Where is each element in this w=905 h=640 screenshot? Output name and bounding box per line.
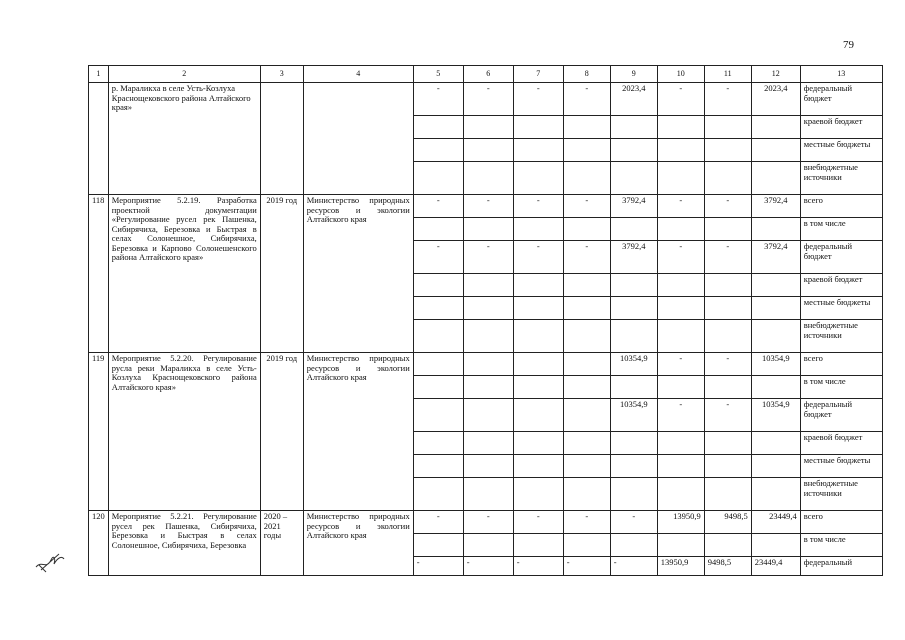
table-row bbox=[89, 195, 883, 218]
row-number-cell: 118 bbox=[89, 195, 109, 353]
value-cell: 10354,9 bbox=[610, 353, 657, 376]
value-cell: 9498,5 bbox=[704, 557, 751, 576]
header-cell: 3 bbox=[260, 66, 303, 83]
value-cell: - bbox=[413, 557, 463, 576]
header-cell: 9 bbox=[610, 66, 657, 83]
value-cell bbox=[513, 399, 563, 432]
value-cell: - bbox=[610, 511, 657, 534]
funding-source-cell: краевой бюджет bbox=[800, 274, 882, 297]
executor-cell bbox=[303, 83, 413, 195]
executor-cell: Министерство природных ресурсов и экологии Алтайского края bbox=[303, 511, 413, 576]
period-cell: 2019 год bbox=[260, 353, 303, 511]
value-cell: - bbox=[610, 557, 657, 576]
value-cell: - bbox=[413, 511, 463, 534]
funding-source-cell: местные бюджеты bbox=[800, 297, 882, 320]
value-cell: - bbox=[463, 241, 513, 274]
value-cell: 10354,9 bbox=[751, 399, 800, 432]
value-cell: - bbox=[704, 83, 751, 116]
funding-source-cell: федеральный бюджет bbox=[800, 399, 882, 432]
funding-source-cell: федеральный бюджет bbox=[800, 241, 882, 274]
value-cell: - bbox=[704, 241, 751, 274]
row-number-cell: 119 bbox=[89, 353, 109, 511]
table-row bbox=[89, 83, 883, 116]
value-cell: - bbox=[413, 195, 463, 218]
funding-source-cell: местные бюджеты bbox=[800, 139, 882, 162]
value-cell: 10354,9 bbox=[751, 353, 800, 376]
row-number-cell bbox=[89, 83, 109, 195]
funding-source-cell: внебюджетные источники bbox=[800, 162, 882, 195]
funding-source-cell: внебюджетные источники bbox=[800, 478, 882, 511]
value-cell bbox=[463, 399, 513, 432]
header-cell: 5 bbox=[413, 66, 463, 83]
funding-source-cell: федеральный бюджет bbox=[800, 83, 882, 116]
period-cell: 2020 – 2021 годы bbox=[260, 511, 303, 576]
value-cell: 23449,4 bbox=[751, 557, 800, 576]
table-row bbox=[89, 511, 883, 534]
value-cell: - bbox=[563, 241, 610, 274]
value-cell: - bbox=[413, 241, 463, 274]
value-cell: - bbox=[463, 511, 513, 534]
value-cell: - bbox=[657, 353, 704, 376]
value-cell: 3792,4 bbox=[610, 195, 657, 218]
value-cell: 13950,9 bbox=[657, 511, 704, 534]
header-cell: 10 bbox=[657, 66, 704, 83]
value-cell: - bbox=[513, 83, 563, 116]
event-name-cell: Мероприятие 5.2.20. Регулирование русла реки Мараликха в селе Усть-Козлуха Краснощековского района Алтайского края» bbox=[108, 353, 260, 511]
value-cell: 10354,9 bbox=[610, 399, 657, 432]
value-cell: - bbox=[513, 557, 563, 576]
value-cell: 3792,4 bbox=[610, 241, 657, 274]
event-name-cell: Мероприятие 5.2.21. Регулирование русел рек Пашенка, Сибирячиха, Березовка и Быстрая в селах Солонешное, Сибирячиха, Березовка bbox=[108, 511, 260, 576]
column-number-row bbox=[89, 66, 883, 83]
value-cell bbox=[563, 353, 610, 376]
period-cell bbox=[260, 83, 303, 195]
funding-source-cell: всего bbox=[800, 511, 882, 534]
funding-source-cell: местные бюджеты bbox=[800, 455, 882, 478]
executor-cell: Министерство природных ресурсов и экологии Алтайского края bbox=[303, 353, 413, 511]
value-cell: - bbox=[657, 195, 704, 218]
value-cell: - bbox=[657, 241, 704, 274]
value-cell bbox=[563, 399, 610, 432]
value-cell: - bbox=[513, 241, 563, 274]
value-cell: - bbox=[463, 83, 513, 116]
header-cell: 11 bbox=[704, 66, 751, 83]
funding-source-cell: в том числе bbox=[800, 376, 882, 399]
value-cell: - bbox=[463, 195, 513, 218]
value-cell: 3792,4 bbox=[751, 195, 800, 218]
value-cell: - bbox=[413, 83, 463, 116]
value-cell: - bbox=[463, 557, 513, 576]
value-cell: - bbox=[563, 195, 610, 218]
funding-source-cell: в том числе bbox=[800, 218, 882, 241]
event-name-cell: р. Мараликха в селе Усть-Козлуха Краснощековского района Алтайского края» bbox=[108, 83, 260, 195]
executor-cell: Министерство природных ресурсов и экологии Алтайского края bbox=[303, 195, 413, 353]
page-number: 79 bbox=[843, 39, 854, 51]
handwritten-signature bbox=[33, 545, 67, 575]
funding-source-cell: федеральный bbox=[800, 557, 882, 576]
period-cell: 2019 год bbox=[260, 195, 303, 353]
header-cell: 13 bbox=[800, 66, 882, 83]
value-cell: - bbox=[704, 195, 751, 218]
table-row bbox=[89, 353, 883, 376]
value-cell: 13950,9 bbox=[657, 557, 704, 576]
value-cell bbox=[463, 353, 513, 376]
value-cell: - bbox=[704, 399, 751, 432]
funding-source-cell: всего bbox=[800, 353, 882, 376]
value-cell: - bbox=[657, 83, 704, 116]
value-cell: 9498,5 bbox=[704, 511, 751, 534]
funding-source-cell: всего bbox=[800, 195, 882, 218]
value-cell bbox=[413, 353, 463, 376]
event-name-cell: Мероприятие 5.2.19. Разработка проектной документации «Регулирование русел рек Пашенка, Сибирячиха, Березовка и Быстрая в селах Солонешное, Сибирячиха, Березовка и Карпово Солонешенского района Алтайского края» bbox=[108, 195, 260, 353]
header-cell: 6 bbox=[463, 66, 513, 83]
value-cell: - bbox=[563, 511, 610, 534]
funding-source-cell: краевой бюджет bbox=[800, 432, 882, 455]
header-cell: 7 bbox=[513, 66, 563, 83]
value-cell: 2023,4 bbox=[610, 83, 657, 116]
header-cell: 4 bbox=[303, 66, 413, 83]
funding-source-cell: внебюджетные источники bbox=[800, 320, 882, 353]
header-cell: 1 bbox=[89, 66, 109, 83]
value-cell: - bbox=[704, 353, 751, 376]
value-cell: - bbox=[563, 83, 610, 116]
header-cell: 8 bbox=[563, 66, 610, 83]
value-cell bbox=[513, 353, 563, 376]
header-cell: 12 bbox=[751, 66, 800, 83]
funding-source-cell: в том числе bbox=[800, 534, 882, 557]
funding-source-cell: краевой бюджет bbox=[800, 116, 882, 139]
value-cell: - bbox=[657, 399, 704, 432]
budget-table bbox=[88, 65, 883, 576]
value-cell: - bbox=[513, 511, 563, 534]
value-cell: 3792,4 bbox=[751, 241, 800, 274]
value-cell: 23449,4 bbox=[751, 511, 800, 534]
row-number-cell: 120 bbox=[89, 511, 109, 576]
value-cell bbox=[413, 399, 463, 432]
value-cell: - bbox=[563, 557, 610, 576]
value-cell: 2023,4 bbox=[751, 83, 800, 116]
header-cell: 2 bbox=[108, 66, 260, 83]
value-cell: - bbox=[513, 195, 563, 218]
